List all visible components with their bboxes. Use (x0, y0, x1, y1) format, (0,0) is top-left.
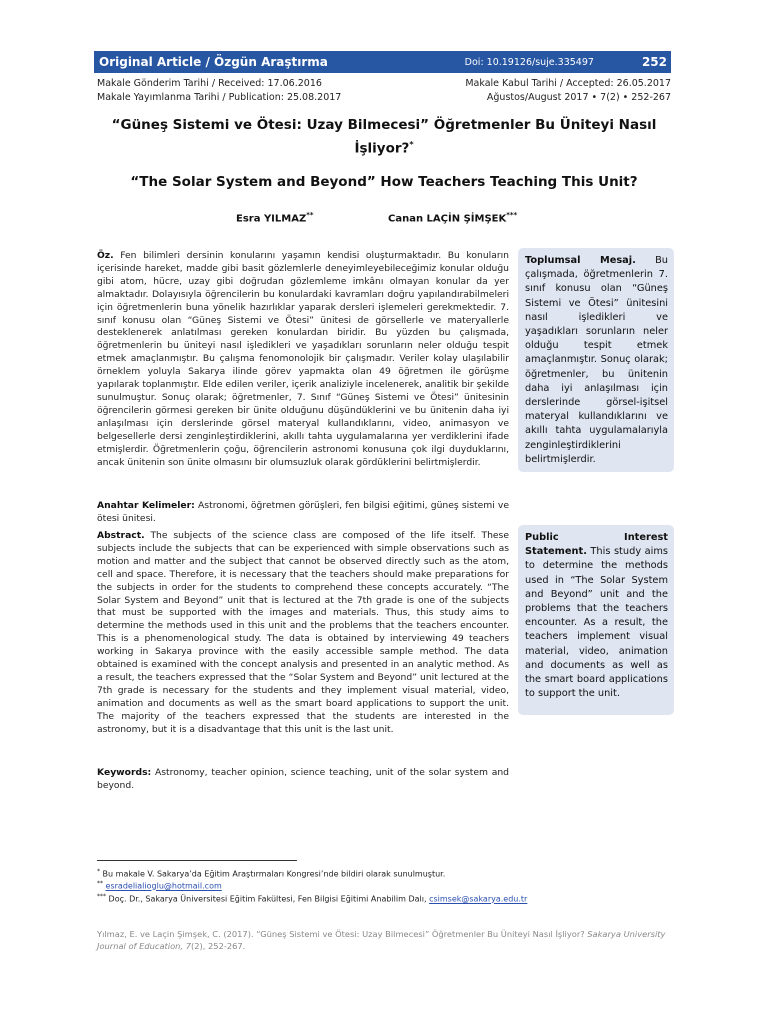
social-message-text: Bu çalışmada, öğretmenlerin 7. sınıf konusu olan “Güneş Sistemi ve Ötesi” ünitesini nasıl işledikleri ve yaşadıkları sorunların neler olduğu tespit etmek amaçlanmıştır. Sonuç olarak; öğretmenler, bu ünitenin daha iyi anlaşılması için derslerinde görsel-işitsel materyal kullandıklarını ve akıllı tahta uygulamalarıyla zenginleştirdiklerini belirtmişlerdir. (525, 255, 668, 465)
keywords-turkish-text: Astronomi, öğretmen görüşleri, fen bilgisi eğitimi, güneş sistemi ve ötesi ünitesi. (97, 500, 509, 524)
keywords-english (97, 767, 509, 793)
title-turkish (96, 116, 672, 159)
footnote-3-mark: *** (97, 893, 106, 900)
footnote-3-text: Doç. Dr., Sakarya Üniversitesi Eğitim Fakültesi, Fen Bilgisi Eğitimi Anabilim Dalı, (108, 894, 427, 904)
author-1-email-link[interactable]: esradelialioglu@hotmail.com (105, 881, 222, 891)
author-1-name: Esra YILMAZ (236, 213, 307, 225)
footnote-divider (97, 860, 297, 861)
author-1-mark: ** (306, 211, 314, 219)
footnote-2 (97, 880, 222, 891)
doi-link[interactable]: Doi: 10.19126/suje.335497 (464, 56, 594, 68)
social-message-label: Toplumsal Mesaj. (525, 255, 636, 266)
footnote-1 (97, 868, 445, 879)
issue-info: Ağustos/August 2017 • 7(2) • 252-267 (486, 92, 671, 103)
page-number: 252 (641, 55, 667, 69)
article-type: Original Article / Özgün Araştırma (99, 55, 328, 69)
keywords-turkish (97, 500, 509, 526)
abstract-english-text: The subjects of the science class are composed of the life itself. These subjects include the subjects that can be experienced with simple observations such as motion and matter and the subject that cannot be observed directly such as the atom, cell and space. Therefore, it is necessary that the teachers should make preparations for the subjects in order for the students to comprehend these concepts accurately. “The Solar System and Beyond” unit that is lectured at the 7th grade is one of the subjects that must be supported with the images and materials. Thus, this study aims to determine the methods used in this unit and the problems that the teachers encounter. This is a phenomenological study. The data is obtained by interviewing 49 teachers working in Sakarya province with the easily accessible sample method. The data obtained is examined with the concept analysis and presented in an analytic method. As a result, the teachers expressed that the “Solar System and Beyond” unit lectured at the 7th grade is necessary for the students and they implement visual material, video, animation and documents as well as the smart board applications to support the unit. The majority of the teachers expressed that the students are interested in the astronomy, but it is a disadvantage that this unit is the last unit. (97, 530, 510, 735)
keywords-english-text: Astronomy, teacher opinion, science teaching, unit of the solar system and beyond. (97, 767, 509, 791)
footnote-3 (97, 893, 527, 904)
dates-row-2 (97, 92, 671, 103)
abstract-turkish (97, 250, 509, 469)
social-message-box (518, 248, 674, 472)
title-footnote-mark: * (409, 140, 414, 149)
citation-journal: Sakarya University Journal of Education, 7 (97, 929, 666, 951)
author-1 (236, 211, 314, 224)
received-date: Makale Gönderim Tarihi / Received: 17.06.2016 (97, 78, 322, 89)
author-2-mark: *** (506, 211, 518, 219)
author-2-email-link[interactable]: csimsek@sakarya.edu.tr (429, 894, 528, 904)
accepted-date: Makale Kabul Tarihi / Accepted: 26.05.2017 (465, 78, 671, 89)
public-interest-box (518, 525, 674, 715)
title-turkish-text: “Güneş Sistemi ve Ötesi: Uzay Bilmecesi” Öğretmenler Bu Üniteyi Nasıl İşliyor? (111, 117, 657, 157)
author-2-name: Canan LAÇİN ŞİMŞEK (388, 213, 507, 225)
citation-text: Yılmaz, E. ve Laçin Şimşek, C. (2017). “Güneş Sistemi ve Ötesi: Uzay Bilmecesi” Öğretmenler Bu Üniteyi Nasıl İşliyor? (97, 929, 585, 939)
author-2 (388, 211, 517, 224)
keywords-english-label: Keywords: (97, 767, 152, 778)
keywords-turkish-label: Anahtar Kelimeler: (97, 500, 195, 511)
citation (97, 928, 673, 952)
abstract-turkish-label: Öz. (97, 250, 114, 261)
public-interest-label: Public Interest Statement. (525, 532, 668, 558)
footnote-2-mark: ** (97, 880, 103, 887)
abstract-english (97, 530, 509, 737)
footnote-1-text: Bu makale V. Sakarya’da Eğitim Araştırmaları Kongresi’nde bildiri olarak sunulmuştur. (102, 869, 446, 879)
public-interest-text: This study aims to determine the methods used in “The Solar System and Beyond” unit and the problems that the teachers encounter. As a result, the teachers implement visual material, video, animation and documents as well as the smart board applications to support the unit. (525, 546, 668, 700)
citation-tail: (2), 252-267. (190, 941, 246, 951)
header-banner (94, 51, 671, 73)
abstract-turkish-text: Fen bilimleri dersinin konularını yaşamın kendisi oluşturmaktadır. Bu konuların içerisinde hareket, madde gibi basit gözlemlerle deneyimleyebileceğimiz konular olduğu gibi atom, hücre, uzay gibi doğrudan gözlemleme imkânı olmayan konular da yer almaktadır. Dolayısıyla öğrencilerin bu konulardaki kavramları doğru yapılandırabilmeleri için öğretmenlerin buna yönelik hazırlıklar yaparak dersleri işlemeleri gerekmektedir. 7. sınıf konusu olan “Güneş Sistemi ve Ötesi” ünitesi de görsellerle ve materyallerle desteklenerek anlatılması gereken konulardan biridir. Bu yüzden bu çalışmada, öğretmenlerin bu üniteyi nasıl işledikleri ve yaşadıkları sorunların neler olduğu tespit etmek amaçlanmıştır. Bu çalışma fenomonolojik bir çalışmadır. Veriler kolay ulaşılabilir örneklem yoluyla Sakarya ilinde görev yapmakta olan 49 öğretmen ile görüşme yapılarak toplanmıştır. Elde edilen veriler, içerik analiziyle incelenerek, analitik bir şekilde sunulmuştur. Sonuç olarak; öğretmenler, 7. Sınıf “Güneş Sistemi ve Ötesi” ünitesinin öğrencilerin görmesi gereken bir ünite olduğunu düşündüklerini ve bu ünitenin daha iyi anlaşılması için derslerinde görsel materyal kullandıklarını, video, animasyon ve belgesellerle dersi zenginleştirdiklerini, akıllı tahta uygulamalarına yer verdiklerini ifade etmişlerdir. Öğretmenlerin çoğu, öğrencilerin astronomi konusuna çok ilgi duyduklarını, ancak ünitenin son ünite olmasını bir olumsuzluk olarak gördüklerini belirtmişlerdir. (97, 250, 509, 468)
dates-row-1 (97, 78, 671, 89)
footnote-1-mark: * (97, 868, 100, 875)
title-english: “The Solar System and Beyond” How Teachers Teaching This Unit? (130, 174, 638, 190)
publication-date: Makale Yayımlanma Tarihi / Publication: 25.08.2017 (97, 92, 342, 103)
abstract-english-label: Abstract. (97, 530, 145, 541)
